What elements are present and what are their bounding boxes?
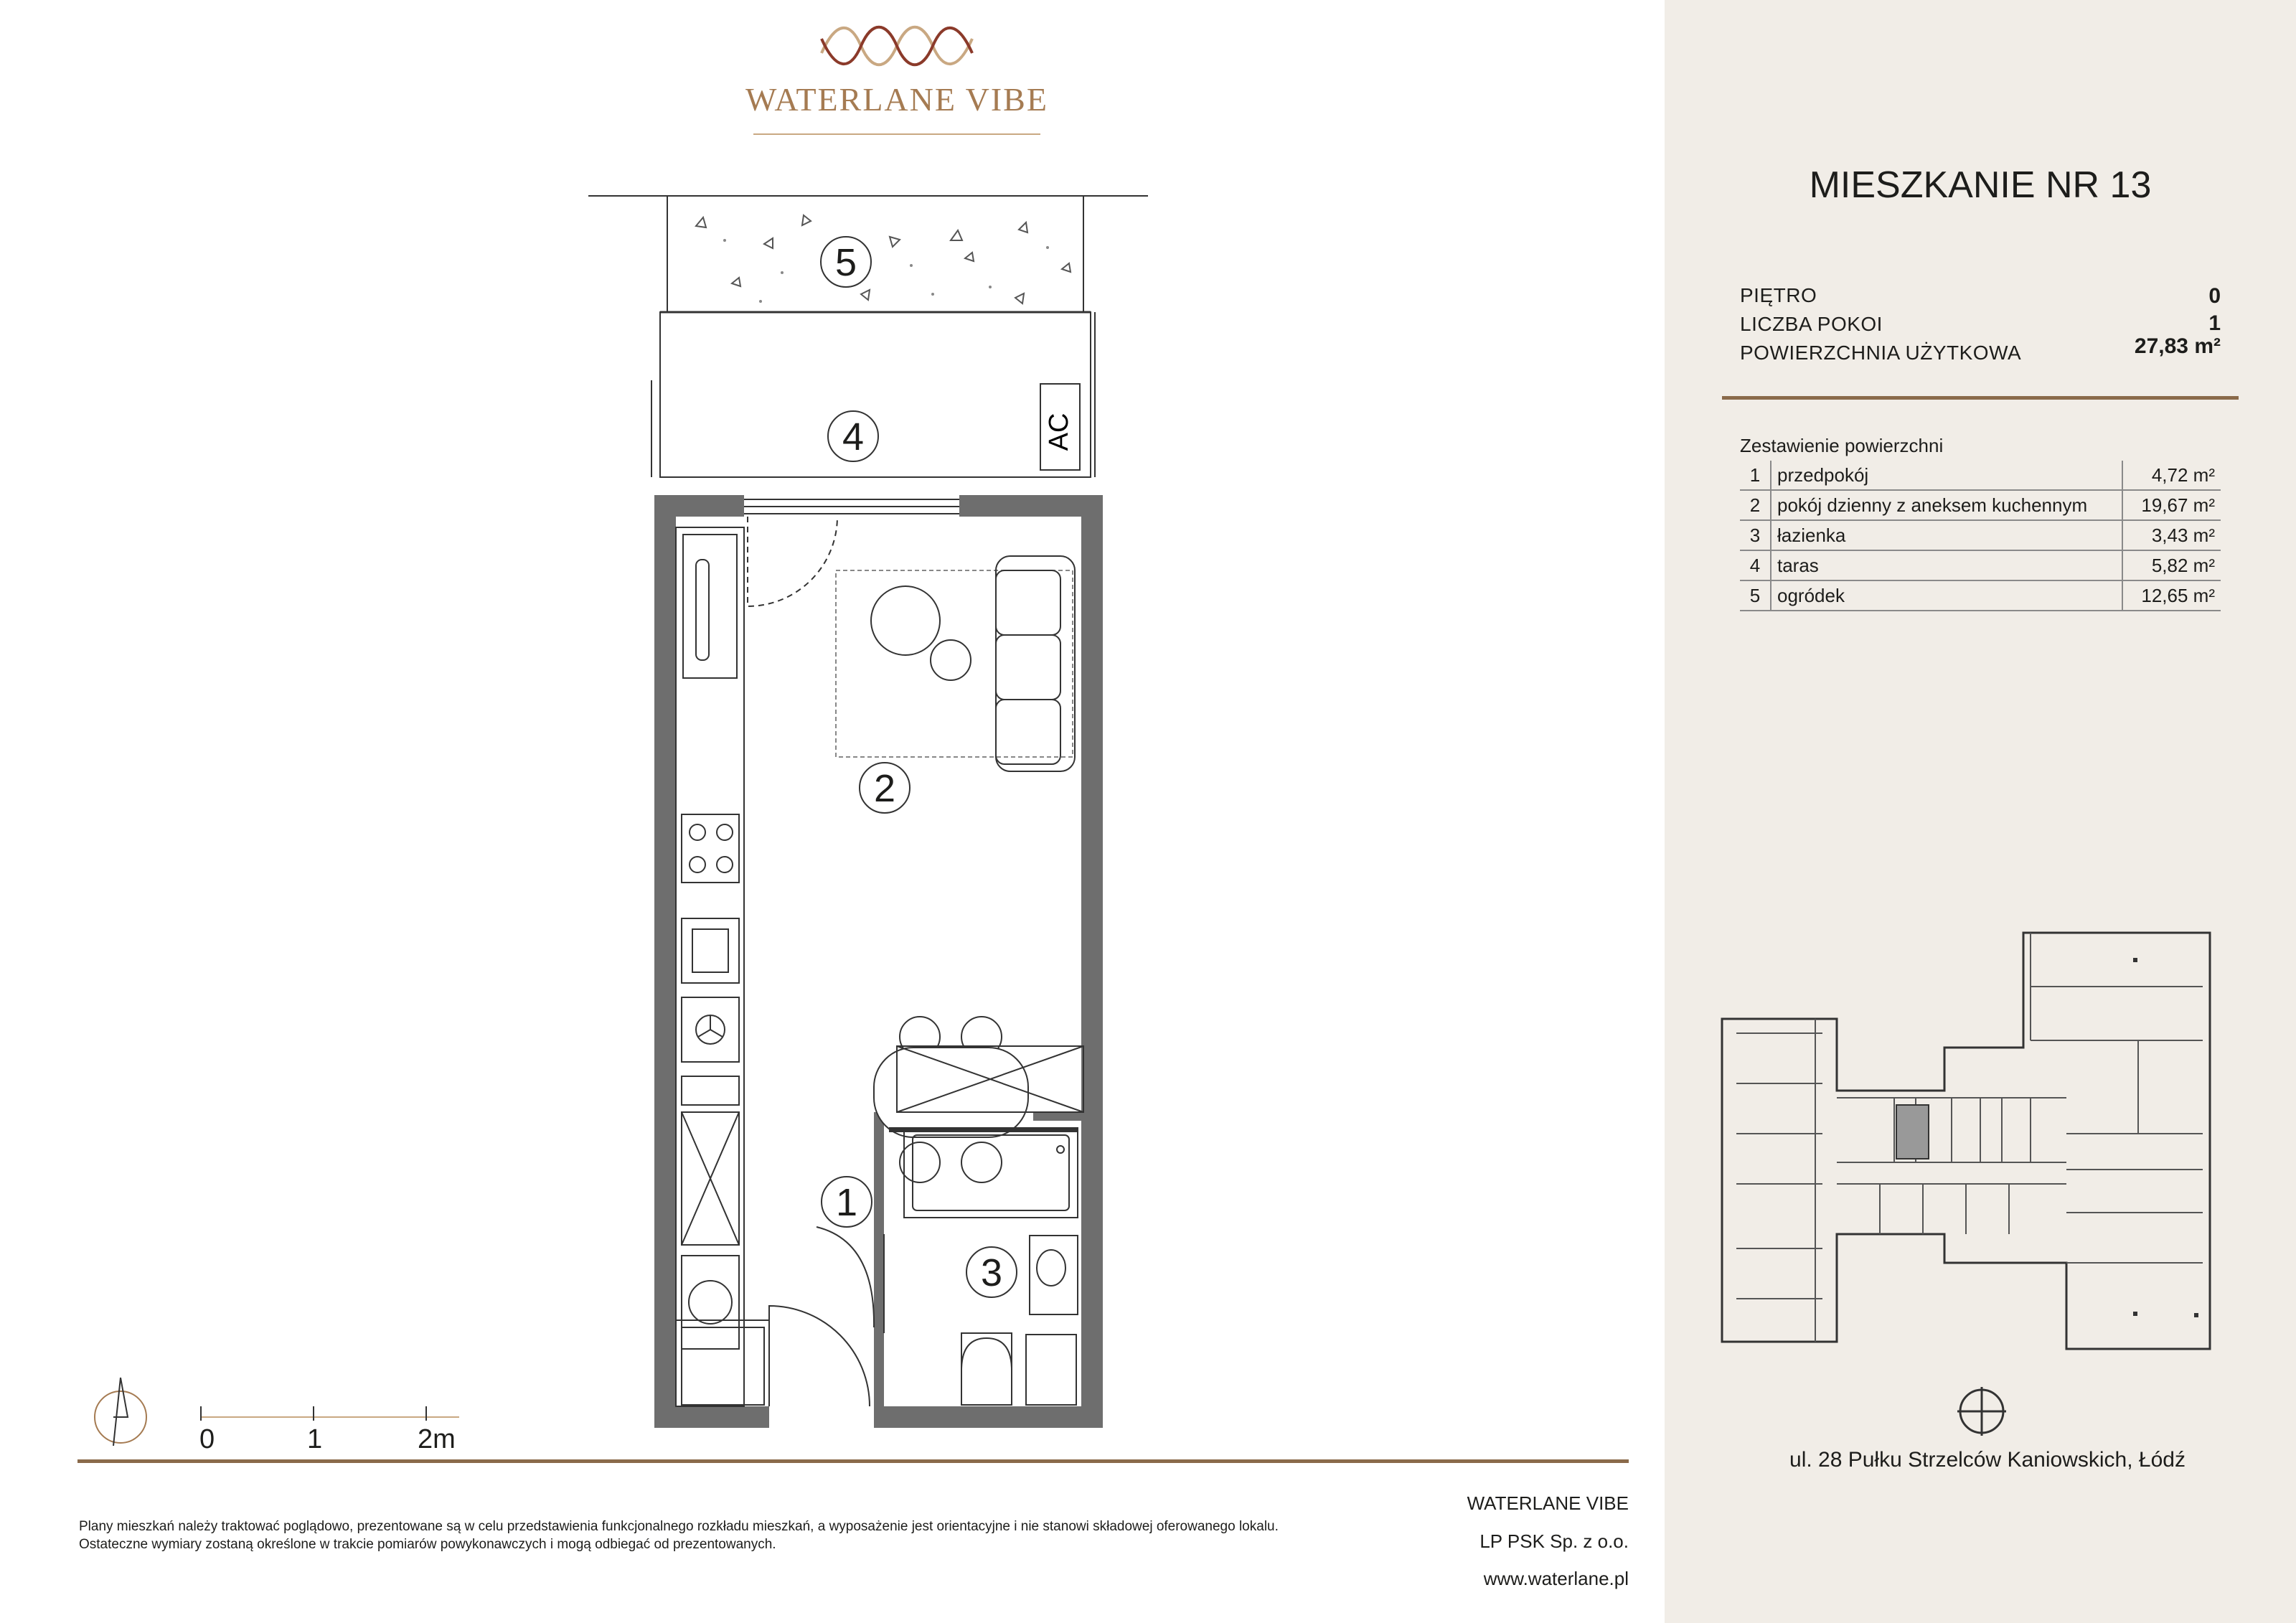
- scale-label-0: 0: [199, 1424, 215, 1454]
- usable-area-value: 27,83 m²: [2134, 334, 2221, 358]
- room-area: 12,65 m²: [2122, 580, 2221, 611]
- disclaimer: [79, 1518, 1442, 1553]
- room-area: 5,82 m²: [2122, 550, 2221, 580]
- floor-label: PIĘTRO: [1740, 284, 1817, 306]
- room-area: 19,67 m²: [2122, 490, 2221, 520]
- room-name: ogródek: [1771, 580, 2122, 611]
- logo-wordmark: WATERLANE VIBE: [745, 81, 1048, 118]
- rooms-label: LICZBA POKOI: [1740, 313, 1883, 335]
- disclaimer-line-1: Plany mieszkań należy traktować poglądowo, prezentowane są w celu przedstawienia funkcjonalnego rozkładu mieszkań, a wyposażenie jest orientacyjne i nie stanowi składowej oferowanego lokalu.: [79, 1519, 1279, 1534]
- room-label-5: 5: [834, 241, 857, 284]
- usable-area-label: POWIERZCHNIA UŻYTKOWA: [1740, 342, 2022, 364]
- row-number: 4: [1740, 550, 1771, 580]
- ac-label: AC: [1044, 413, 1074, 451]
- address: ul. 28 Pułku Strzelców Kaniowskich, Łódź: [1789, 1448, 2186, 1472]
- disclaimer-line-2: Ostateczne wymiary zostaną określone w trakcie pomiarów powykonawczych i mogą odbiegać od prezentowanych.: [79, 1537, 776, 1552]
- apartment-title: MIESZKANIE NR 13: [1809, 164, 2152, 206]
- row-number: 2: [1740, 490, 1771, 520]
- room-label-3: 3: [980, 1251, 1003, 1294]
- kitchen-counter: [676, 527, 744, 1406]
- footer-divider: [77, 1459, 1629, 1463]
- room-name: taras: [1771, 550, 2122, 580]
- room-name: łazienka: [1771, 520, 2122, 550]
- logo-waves-icon: [818, 17, 976, 67]
- table-row: [1740, 520, 2221, 550]
- footer-brand: WATERLANE VIBE: [1467, 1492, 1629, 1514]
- row-number: 5: [1740, 580, 1771, 611]
- sidebar-divider: [1722, 396, 2239, 400]
- room-label-4: 4: [842, 415, 865, 458]
- north-compass-icon: [1955, 1385, 2008, 1438]
- floor-plan: [588, 187, 1162, 1442]
- room-label-1: 1: [835, 1181, 858, 1224]
- floor-value: 0: [2208, 284, 2221, 308]
- room-name: pokój dzienny z aneksem kuchennym: [1771, 490, 2122, 520]
- footer-website[interactable]: www.waterlane.pl: [1483, 1568, 1629, 1589]
- living-furniture: [836, 556, 1075, 771]
- room-name: przedpokój: [1771, 461, 2122, 490]
- areas-table: [1740, 461, 2221, 611]
- table-row: [1740, 490, 2221, 520]
- room-label-2: 2: [873, 767, 896, 810]
- info-sidebar: [1665, 0, 2296, 1623]
- scale-label-1: 1: [307, 1424, 323, 1454]
- scale-bar: [194, 1403, 466, 1424]
- rooms-value: 1: [2208, 311, 2221, 335]
- areas-caption: Zestawienie powierzchni: [1740, 435, 1944, 456]
- compass-icon: [92, 1374, 149, 1453]
- room-area: 3,43 m²: [2122, 520, 2221, 550]
- table-row: [1740, 461, 2221, 490]
- scale-label-2: 2m: [418, 1424, 456, 1454]
- logo-underline: [753, 133, 1040, 135]
- building-key-plan: [1708, 926, 2224, 1378]
- row-number: 1: [1740, 461, 1771, 490]
- table-row: [1740, 580, 2221, 611]
- room-area: 4,72 m²: [2122, 461, 2221, 490]
- footer-company: LP PSK Sp. z o.o.: [1479, 1530, 1629, 1552]
- row-number: 3: [1740, 520, 1771, 550]
- table-row: [1740, 550, 2221, 580]
